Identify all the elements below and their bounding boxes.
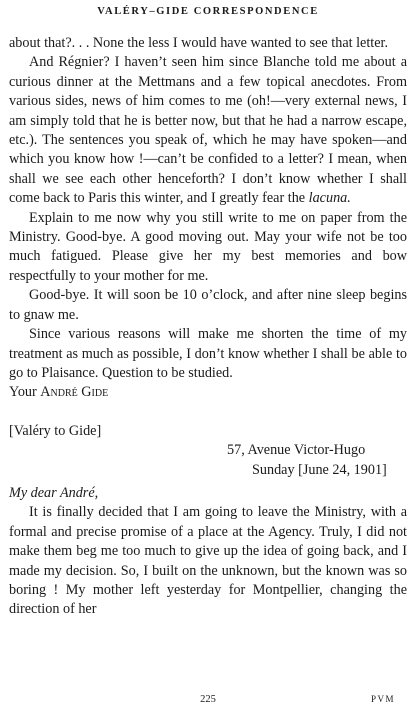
paragraph-regnier: [9, 53, 407, 208]
page-text: [9, 34, 407, 620]
signature: [9, 383, 407, 402]
letter-date: Sunday [June 24, 1901]: [252, 461, 387, 478]
book-page: [9, 0, 407, 718]
page-footer: [9, 694, 407, 710]
paragraph-ministry-paper: Explain to me now why you still write to me on paper from the Ministry. Good-bye. A good moving out. May your wife not be too much fatigued. Please give her my best memories and bow respectfully to your mother for me.: [9, 209, 407, 284]
paragraph-treatment: Since various reasons will make me shorten the time of my treatment as much as possible, I don’t know whether I shall be able to go to Plaisance. Question to be studied.: [9, 326, 407, 381]
paragraph-continuation: about that?. . . None the less I would have wanted to see that letter.: [9, 35, 389, 51]
paragraph-regnier-text: And Régnier? I haven’t seen him since Blanche told me about a curious dinner at the Mettmans and a few topical anecdotes. From various sides, news of him comes to me (oh!—very external news, I am simply told that he is better now, but that he had a narrow escape, etc.). The sentences you speak of, which he may have spoken—and which you know how !—can’t be confided to a letter? I mean, when shall we see each other henceforth? I don’t know whether I shall come back to Paris this winter, and I greatly fear the: [9, 54, 407, 207]
salutation: My dear André,: [9, 484, 99, 501]
editorial-heading: [Valéry to Gide]: [9, 422, 102, 439]
signature-prefix: Your: [9, 384, 41, 401]
signature-name: André Gide: [40, 384, 109, 401]
paragraph-leave-ministry: It is finally decided that I am going to leave the Ministry, with a formal and precise promise of a place at the Agency. Truly, I did not make them beg me too much to give up the idea of going back, and I made my decision. So, I built on the unknown, but the known was so boring ! My mother left yesterday for Montpellier, changing the direction of her: [9, 504, 407, 618]
running-head: VALÉRY–GIDE CORRESPONDENCE: [97, 6, 319, 17]
signature-code: PVM: [370, 694, 395, 704]
lacuna-word: lacuna.: [308, 190, 351, 207]
paragraph-good-bye: Good-bye. It will soon be 10 o’clock, and after nine sleep begins to gnaw me.: [9, 287, 407, 323]
letter-address: 57, Avenue Victor-Hugo: [227, 442, 366, 459]
page-number: 225: [200, 694, 216, 705]
